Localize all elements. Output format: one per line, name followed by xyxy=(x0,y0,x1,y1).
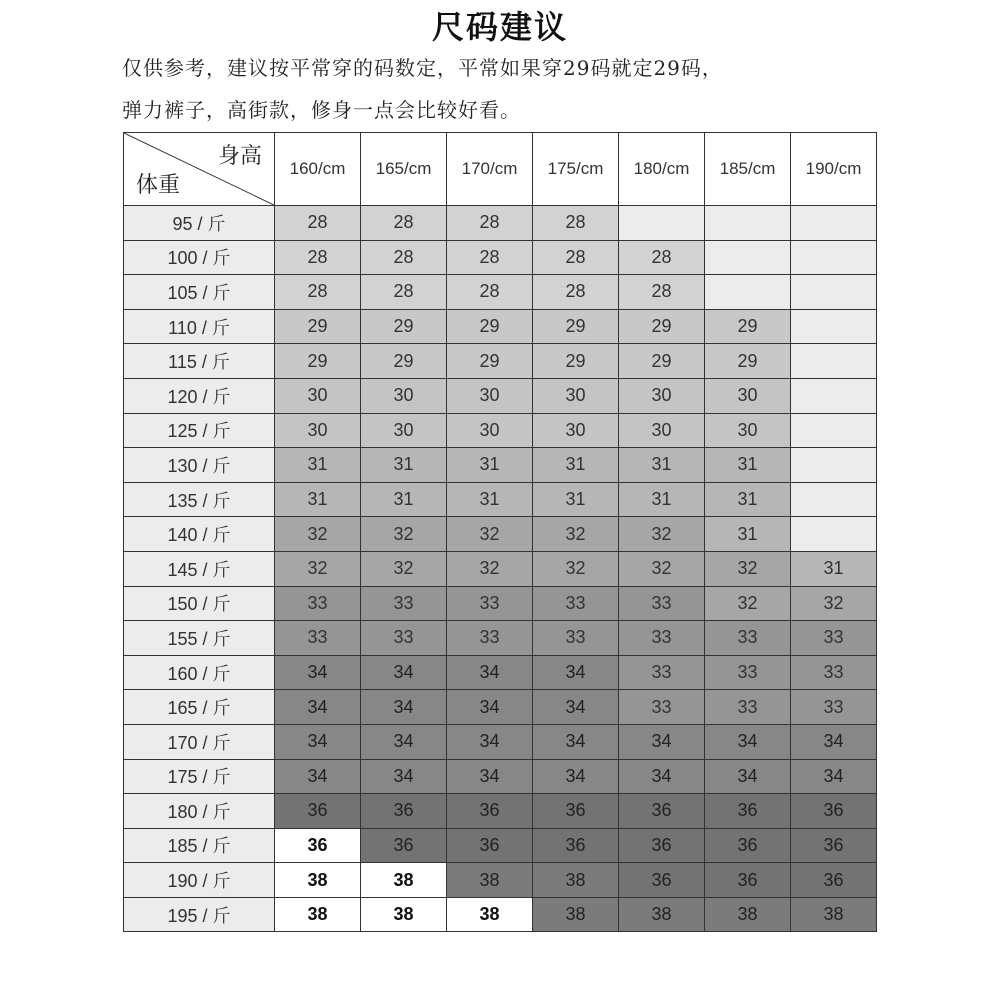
weight-label-cell: 165 / 斤 xyxy=(124,690,275,725)
size-cell: 29 xyxy=(619,344,705,379)
size-cell: 31 xyxy=(275,482,361,517)
size-cell: 31 xyxy=(533,448,619,483)
page-title: 尺码建议 xyxy=(431,8,568,46)
size-cell: 31 xyxy=(361,448,447,483)
size-cell: 30 xyxy=(619,413,705,448)
size-cell: 34 xyxy=(705,759,791,794)
size-cell: 36 xyxy=(275,794,361,829)
size-cell: 34 xyxy=(275,759,361,794)
table-row xyxy=(124,655,877,690)
size-cell: 28 xyxy=(447,206,533,241)
size-cell: 34 xyxy=(533,690,619,725)
size-cell xyxy=(619,206,705,241)
size-cell: 36 xyxy=(361,794,447,829)
size-cell: 36 xyxy=(791,863,877,898)
size-cell: 36 xyxy=(705,794,791,829)
size-cell: 34 xyxy=(275,655,361,690)
table-row xyxy=(124,206,877,241)
table-row xyxy=(124,240,877,275)
size-cell: 36 xyxy=(705,863,791,898)
size-cell: 33 xyxy=(619,586,705,621)
size-cell: 38 xyxy=(447,897,533,932)
size-cell xyxy=(705,206,791,241)
weight-label-cell: 140 / 斤 xyxy=(124,517,275,552)
size-cell: 29 xyxy=(275,309,361,344)
weight-label-cell: 145 / 斤 xyxy=(124,551,275,586)
weight-label-cell: 180 / 斤 xyxy=(124,794,275,829)
size-cell xyxy=(791,275,877,310)
size-cell: 29 xyxy=(619,309,705,344)
size-cell: 33 xyxy=(447,621,533,656)
height-header-cell: 180/cm xyxy=(619,133,705,206)
table-row xyxy=(124,794,877,829)
size-cell: 34 xyxy=(619,724,705,759)
size-cell: 29 xyxy=(275,344,361,379)
table-row xyxy=(124,482,877,517)
size-cell: 38 xyxy=(619,897,705,932)
size-cell: 31 xyxy=(447,482,533,517)
size-cell: 31 xyxy=(447,448,533,483)
size-cell: 34 xyxy=(275,690,361,725)
table-row xyxy=(124,897,877,932)
size-cell: 30 xyxy=(275,378,361,413)
size-cell: 34 xyxy=(361,655,447,690)
table-row xyxy=(124,378,877,413)
size-cell: 29 xyxy=(533,309,619,344)
size-cell: 38 xyxy=(791,897,877,932)
height-header-cell: 175/cm xyxy=(533,133,619,206)
size-cell: 28 xyxy=(361,206,447,241)
size-cell: 30 xyxy=(361,378,447,413)
weight-label-cell: 105 / 斤 xyxy=(124,275,275,310)
size-cell: 36 xyxy=(361,828,447,863)
size-cell: 28 xyxy=(447,275,533,310)
table-row xyxy=(124,275,877,310)
weight-label-cell: 100 / 斤 xyxy=(124,240,275,275)
size-cell: 32 xyxy=(705,586,791,621)
size-cell: 29 xyxy=(447,344,533,379)
size-cell: 34 xyxy=(447,690,533,725)
size-cell: 32 xyxy=(447,517,533,552)
table-row xyxy=(124,586,877,621)
size-cell xyxy=(791,413,877,448)
size-cell: 33 xyxy=(275,621,361,656)
size-cell: 34 xyxy=(533,759,619,794)
size-cell: 32 xyxy=(619,551,705,586)
weight-label-cell: 135 / 斤 xyxy=(124,482,275,517)
size-cell: 28 xyxy=(275,206,361,241)
size-cell: 33 xyxy=(705,690,791,725)
size-cell: 31 xyxy=(275,448,361,483)
weight-label-cell: 130 / 斤 xyxy=(124,448,275,483)
size-cell: 36 xyxy=(533,794,619,829)
size-note-line-1: 仅供参考，建议按平常穿的码数定，平常如果穿29码就定29码， xyxy=(122,56,723,80)
size-cell: 28 xyxy=(619,240,705,275)
size-cell: 33 xyxy=(447,586,533,621)
table-row xyxy=(124,621,877,656)
size-cell: 34 xyxy=(361,759,447,794)
size-cell: 38 xyxy=(705,897,791,932)
table-row xyxy=(124,724,877,759)
height-header-cell: 165/cm xyxy=(361,133,447,206)
weight-label-cell: 115 / 斤 xyxy=(124,344,275,379)
size-cell: 36 xyxy=(619,863,705,898)
size-cell: 33 xyxy=(361,586,447,621)
size-cell: 38 xyxy=(275,863,361,898)
size-cell: 38 xyxy=(361,863,447,898)
weight-label-cell: 150 / 斤 xyxy=(124,586,275,621)
weight-label-cell: 125 / 斤 xyxy=(124,413,275,448)
size-cell: 33 xyxy=(791,655,877,690)
size-cell: 28 xyxy=(275,275,361,310)
size-cell: 30 xyxy=(533,413,619,448)
size-cell xyxy=(791,448,877,483)
size-cell: 34 xyxy=(791,759,877,794)
size-cell: 28 xyxy=(533,275,619,310)
weight-label-cell: 190 / 斤 xyxy=(124,863,275,898)
size-cell: 38 xyxy=(533,863,619,898)
size-cell: 33 xyxy=(619,690,705,725)
size-cell: 38 xyxy=(447,863,533,898)
size-cell: 36 xyxy=(619,794,705,829)
size-cell: 34 xyxy=(705,724,791,759)
size-cell: 38 xyxy=(361,897,447,932)
size-cell: 38 xyxy=(275,897,361,932)
size-cell: 36 xyxy=(619,828,705,863)
size-cell: 36 xyxy=(705,828,791,863)
size-cell: 30 xyxy=(361,413,447,448)
size-cell: 34 xyxy=(275,724,361,759)
size-cell: 31 xyxy=(361,482,447,517)
size-cell: 29 xyxy=(361,344,447,379)
size-cell: 30 xyxy=(275,413,361,448)
height-header-cell: 170/cm xyxy=(447,133,533,206)
size-cell: 36 xyxy=(447,828,533,863)
size-cell: 33 xyxy=(533,621,619,656)
table-row xyxy=(124,344,877,379)
size-cell: 34 xyxy=(533,724,619,759)
weight-axis-label: 体重 xyxy=(136,173,181,198)
weight-label-cell: 110 / 斤 xyxy=(124,309,275,344)
size-cell: 31 xyxy=(619,482,705,517)
size-note-line-2: 弹力裤子，高街款，修身一点会比较好看。 xyxy=(122,98,521,122)
table-row xyxy=(124,828,877,863)
size-cell: 30 xyxy=(705,378,791,413)
size-cell: 32 xyxy=(705,551,791,586)
size-cell: 32 xyxy=(361,517,447,552)
weight-label-cell: 185 / 斤 xyxy=(124,828,275,863)
size-cell: 31 xyxy=(791,551,877,586)
size-cell: 36 xyxy=(533,828,619,863)
size-cell: 30 xyxy=(447,413,533,448)
weight-label-cell: 120 / 斤 xyxy=(124,378,275,413)
size-cell: 30 xyxy=(619,378,705,413)
size-cell: 29 xyxy=(447,309,533,344)
table-row xyxy=(124,690,877,725)
size-cell: 32 xyxy=(275,551,361,586)
weight-label-cell: 195 / 斤 xyxy=(124,897,275,932)
size-cell: 28 xyxy=(275,240,361,275)
size-cell: 29 xyxy=(705,344,791,379)
size-cell: 33 xyxy=(619,655,705,690)
size-cell: 34 xyxy=(447,655,533,690)
header-row xyxy=(124,133,877,206)
size-cell xyxy=(791,240,877,275)
size-cell: 33 xyxy=(705,655,791,690)
weight-label-cell: 175 / 斤 xyxy=(124,759,275,794)
size-cell: 32 xyxy=(791,586,877,621)
size-cell: 28 xyxy=(447,240,533,275)
table-row xyxy=(124,517,877,552)
size-cell: 31 xyxy=(705,482,791,517)
size-cell: 33 xyxy=(533,586,619,621)
size-cell: 34 xyxy=(361,724,447,759)
size-cell: 31 xyxy=(705,448,791,483)
size-cell: 30 xyxy=(533,378,619,413)
height-header-cell: 190/cm xyxy=(791,133,877,206)
size-cell xyxy=(791,378,877,413)
size-cell: 32 xyxy=(361,551,447,586)
size-cell: 32 xyxy=(619,517,705,552)
size-cell: 34 xyxy=(447,724,533,759)
weight-label-cell: 170 / 斤 xyxy=(124,724,275,759)
weight-label-cell: 155 / 斤 xyxy=(124,621,275,656)
size-cell: 30 xyxy=(447,378,533,413)
weight-label-cell: 160 / 斤 xyxy=(124,655,275,690)
size-cell: 34 xyxy=(533,655,619,690)
size-cell: 28 xyxy=(533,240,619,275)
size-cell: 28 xyxy=(361,275,447,310)
table-row xyxy=(124,551,877,586)
size-cell: 32 xyxy=(533,517,619,552)
size-cell: 36 xyxy=(791,794,877,829)
size-cell: 38 xyxy=(533,897,619,932)
size-cell: 32 xyxy=(533,551,619,586)
size-cell: 36 xyxy=(275,828,361,863)
size-cell xyxy=(791,482,877,517)
corner-header-cell xyxy=(124,133,275,206)
size-cell: 28 xyxy=(619,275,705,310)
size-cell: 33 xyxy=(275,586,361,621)
table-row xyxy=(124,863,877,898)
size-cell: 29 xyxy=(533,344,619,379)
size-cell: 34 xyxy=(361,690,447,725)
size-cell: 36 xyxy=(791,828,877,863)
size-cell: 28 xyxy=(533,206,619,241)
size-chart-table xyxy=(123,132,877,932)
size-cell: 32 xyxy=(447,551,533,586)
size-cell: 33 xyxy=(791,621,877,656)
size-cell: 30 xyxy=(705,413,791,448)
size-cell: 34 xyxy=(619,759,705,794)
size-cell: 28 xyxy=(361,240,447,275)
size-cell xyxy=(791,309,877,344)
size-cell xyxy=(791,517,877,552)
table-row xyxy=(124,759,877,794)
table-row xyxy=(124,413,877,448)
size-cell: 33 xyxy=(619,621,705,656)
size-cell xyxy=(791,206,877,241)
size-cell: 34 xyxy=(447,759,533,794)
size-cell: 31 xyxy=(533,482,619,517)
table-row xyxy=(124,448,877,483)
size-table-body xyxy=(124,206,877,932)
size-cell: 33 xyxy=(705,621,791,656)
size-cell: 32 xyxy=(275,517,361,552)
height-axis-label: 身高 xyxy=(217,144,262,169)
size-cell: 36 xyxy=(447,794,533,829)
weight-label-cell: 95 / 斤 xyxy=(124,206,275,241)
size-cell: 29 xyxy=(361,309,447,344)
size-cell: 34 xyxy=(791,724,877,759)
size-cell: 33 xyxy=(791,690,877,725)
size-cell xyxy=(705,240,791,275)
size-cell: 31 xyxy=(619,448,705,483)
size-cell xyxy=(705,275,791,310)
height-header-cell: 160/cm xyxy=(275,133,361,206)
size-cell xyxy=(791,344,877,379)
height-header-cell: 185/cm xyxy=(705,133,791,206)
size-cell: 31 xyxy=(705,517,791,552)
table-row xyxy=(124,309,877,344)
size-cell: 33 xyxy=(361,621,447,656)
size-cell: 29 xyxy=(705,309,791,344)
